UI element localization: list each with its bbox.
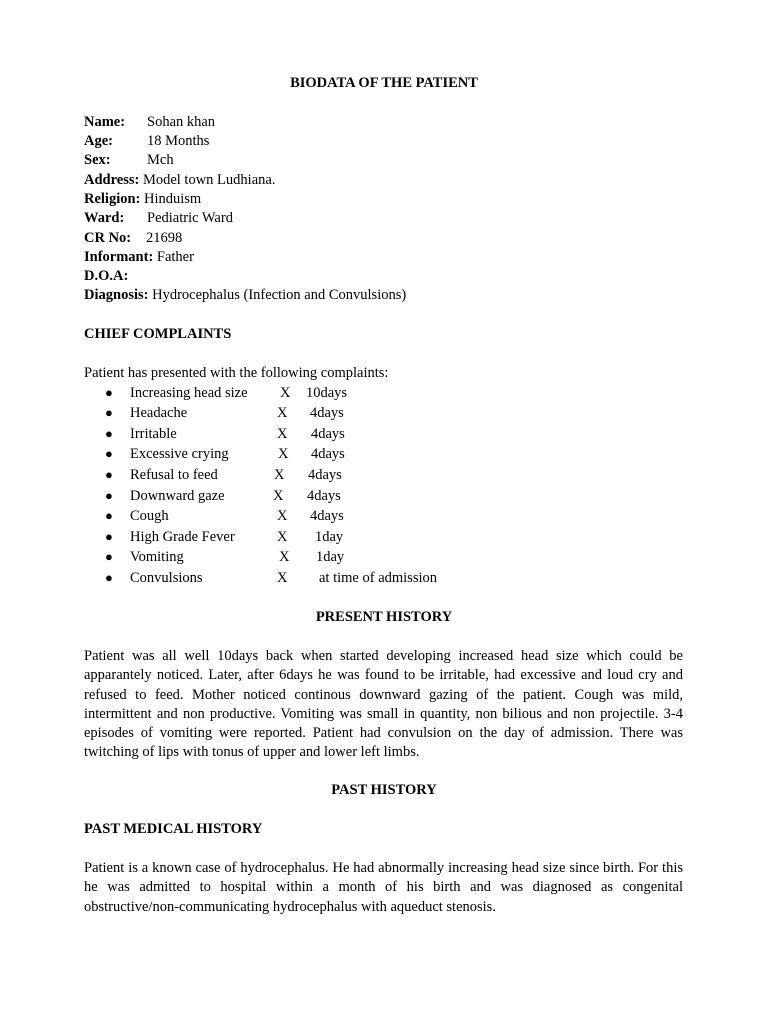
complaint-x: X — [277, 570, 288, 586]
complaint-x: X — [280, 385, 291, 401]
complaint-name: Increasing head size — [130, 385, 248, 401]
bullet-icon: ● — [105, 549, 113, 564]
biodata-doa — [84, 268, 128, 285]
biodata-informant — [84, 249, 194, 266]
biodata-value: Model town Ludhiana. — [142, 172, 276, 188]
complaint-x: X — [278, 446, 289, 462]
complaint-duration: 4days — [310, 508, 344, 524]
complaint-duration: 4days — [307, 488, 341, 504]
bullet-icon: ● — [105, 446, 113, 461]
biodata-label: Religion: — [84, 191, 141, 207]
biodata-value: Hydrocephalus (Infection and Convulsions) — [152, 287, 407, 303]
biodata-age — [84, 133, 210, 150]
biodata-value: Mch — [147, 152, 174, 168]
biodata-label: Ward: — [84, 210, 125, 226]
complaint-x: X — [277, 508, 288, 524]
biodata-label: Age: — [84, 133, 113, 149]
biodata-sex — [84, 152, 174, 169]
complaint-name: Cough — [130, 508, 169, 524]
present-history-text: Patient was all well 10days back when started developing increased head size which could be apparantely noticed. Later, after 6days he was found to be irritable, had excessive and loud cry and refused to feed. Mother noticed continous downward gazing of the patient. Cough was mild, intermittent and non productive. Vomiting was small in quantity, non bilious and non projectile. 3-4 episodes of vomiting were reported. Patient had convulsion on the day of admission. There was twitching of lips with tonus of upper and lower left limbs. — [84, 648, 683, 761]
list-item — [0, 549, 768, 569]
bullet-icon: ● — [105, 570, 113, 585]
biodata-value: Pediatric Ward — [147, 210, 233, 226]
complaints-intro: Patient has presented with the following complaints: — [84, 365, 389, 381]
biodata-value: 18 Months — [147, 133, 210, 149]
complaint-name: Excessive crying — [130, 446, 229, 462]
past-medical-history-text: Patient is a known case of hydrocephalus. He had abnormally increasing head size since birth. For this he was admitted to hospital within a month of his birth and was diagnosed as congenital obstructive/non-communicating hydrocephalus with aqueduct stenosis. — [84, 860, 683, 915]
bullet-icon: ● — [105, 467, 113, 482]
list-item — [0, 405, 768, 425]
biodata-cr-no — [84, 230, 183, 247]
biodata-religion — [84, 191, 201, 208]
biodata-label: Diagnosis: — [84, 287, 149, 303]
complaint-name: Headache — [130, 405, 188, 421]
biodata-address — [84, 172, 275, 189]
chief-complaints-heading: CHIEF COMPLAINTS — [84, 326, 232, 342]
bullet-icon: ● — [105, 529, 113, 544]
biodata-value: Hinduism — [144, 191, 202, 207]
list-item — [0, 446, 768, 466]
list-item — [0, 385, 768, 405]
complaint-x: X — [277, 405, 288, 421]
bullet-icon: ● — [105, 405, 113, 420]
list-item — [0, 467, 768, 487]
list-item — [0, 488, 768, 508]
complaint-x: X — [273, 488, 284, 504]
complaint-name: Refusal to feed — [130, 467, 218, 483]
complaint-duration: at time of admission — [319, 570, 437, 586]
past-medical-history-heading: PAST MEDICAL HISTORY — [84, 821, 263, 837]
complaint-name: High Grade Fever — [130, 529, 235, 545]
biodata-label: CR No: — [84, 230, 132, 246]
complaint-name: Convulsions — [130, 570, 203, 586]
complaint-name: Vomiting — [130, 549, 184, 565]
bullet-icon: ● — [105, 508, 113, 523]
biodata-value: 21698 — [146, 230, 183, 246]
bullet-icon: ● — [105, 426, 113, 441]
biodata-diagnosis — [84, 287, 406, 304]
complaint-duration: 10days — [306, 385, 348, 401]
complaint-name: Irritable — [130, 426, 177, 442]
complaint-name: Downward gaze — [130, 488, 225, 504]
complaint-x: X — [279, 549, 290, 565]
complaint-x: X — [277, 426, 288, 442]
bullet-icon: ● — [105, 385, 113, 400]
biodata-value: Father — [156, 249, 194, 265]
list-item — [0, 508, 768, 528]
biodata-label: Sex: — [84, 152, 111, 168]
past-history-heading: PAST HISTORY — [331, 782, 437, 798]
complaint-x: X — [274, 467, 285, 483]
complaint-duration: 1day — [316, 549, 345, 565]
list-item — [0, 570, 768, 590]
complaint-x: X — [277, 529, 288, 545]
complaint-duration: 4days — [311, 426, 345, 442]
complaint-duration: 1day — [315, 529, 344, 545]
list-item — [0, 426, 768, 446]
biodata-label: Address: — [84, 172, 140, 188]
bullet-icon: ● — [105, 488, 113, 503]
biodata-label: Informant: — [84, 249, 154, 265]
complaint-duration: 4days — [310, 405, 344, 421]
biodata-value: Sohan khan — [147, 114, 216, 130]
biodata-ward — [84, 210, 233, 227]
biodata-name — [84, 114, 216, 131]
present-history-heading: PRESENT HISTORY — [315, 609, 453, 625]
page-title: BIODATA OF THE PATIENT — [290, 75, 478, 91]
biodata-label: Name: — [84, 114, 126, 130]
complaint-duration: 4days — [311, 446, 345, 462]
list-item — [0, 529, 768, 549]
complaint-duration: 4days — [308, 467, 342, 483]
biodata-label: D.O.A: — [84, 268, 129, 284]
